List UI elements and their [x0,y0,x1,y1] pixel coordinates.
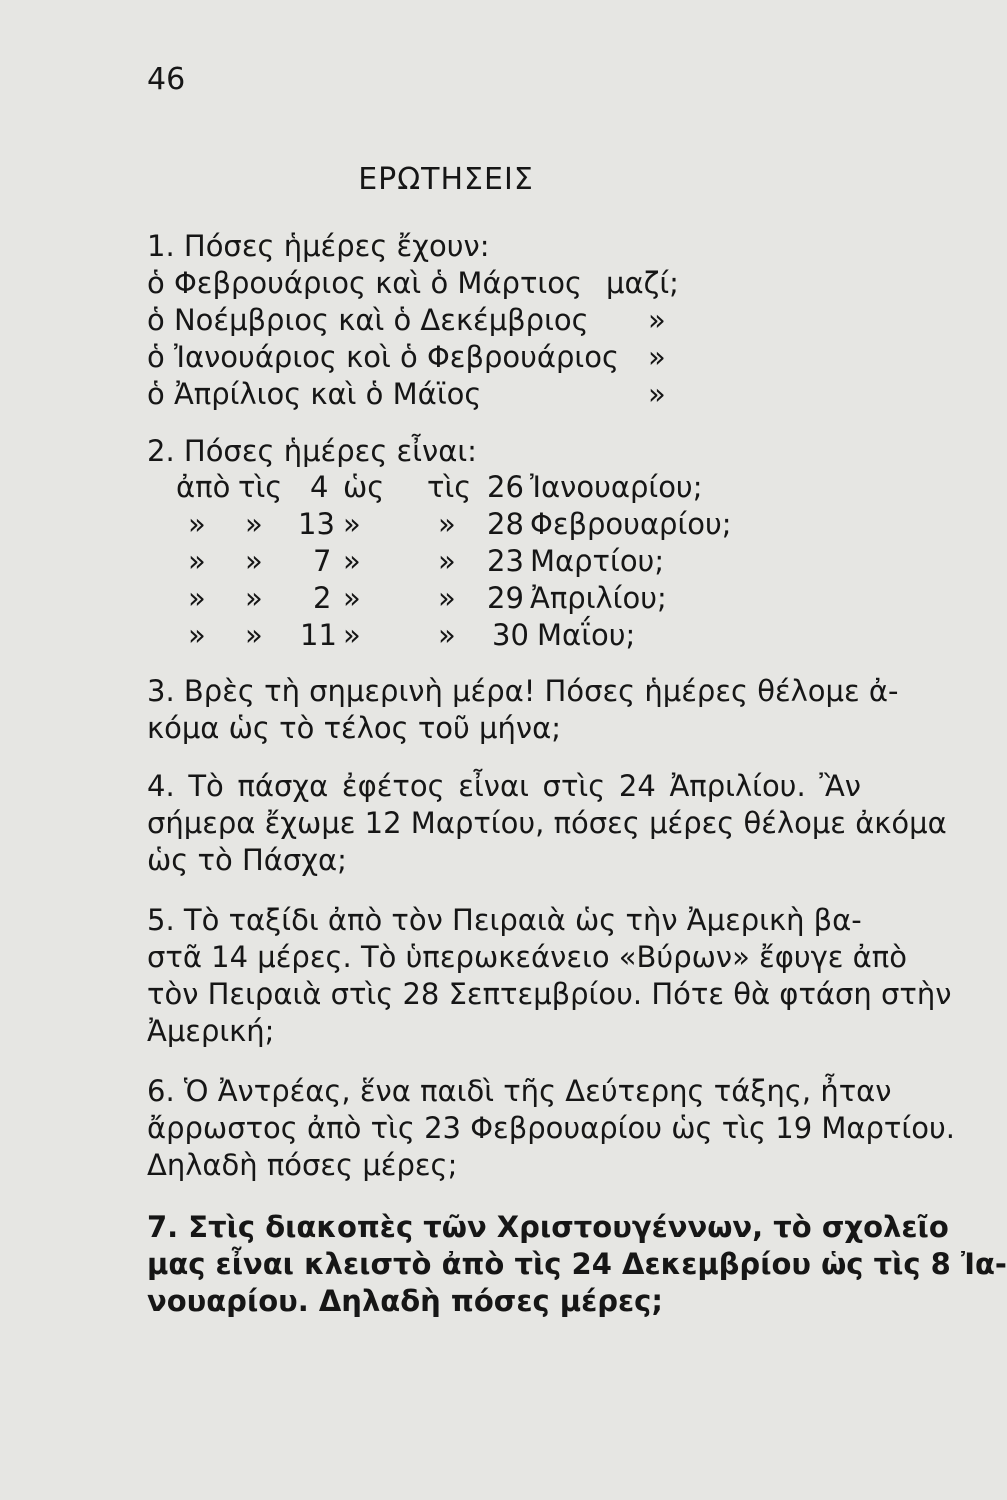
q1-row-text: ὁ Ἰανουάριος κοὶ ὁ Φεβρουάριος [147,340,620,374]
q6-line: ἄρρωστος ἀπὸ τὶς 23 Φεβρουαρίου ὡς τὶς 19 Μαρτίου. [147,1111,955,1145]
q2-day-from: 7 [313,544,332,578]
q2-cell: τὶς [238,470,283,504]
q1-intro: 1. Πόσες ἡμέρες ἔχουν: [147,229,490,263]
q2-cell: » [245,581,263,615]
q2-cell: » [438,618,456,652]
q5-line: τὸν Πειραιὰ στὶς 28 Σεπτεμβρίου. Πότε θὰ φτάση στὴν [147,977,952,1011]
q1-row-mark: » [648,303,666,337]
q2-day-from: 4 [310,470,329,504]
q2-cell: » [188,581,206,615]
q2-cell: » [343,618,361,652]
q1-row-mark: » [648,340,666,374]
q2-cell: ἀπὸ [176,470,231,504]
q2-cell: » [438,544,456,578]
page-heading: ΕΡΩΤΗΣΕΙΣ [358,162,534,197]
q2-cell: » [188,544,206,578]
q2-cell: » [188,618,206,652]
q2-cell: » [343,507,361,541]
q2-cell: ὡς [343,470,385,504]
q2-month: Μαρτίου; [530,544,665,578]
q2-cell: » [245,618,263,652]
q2-day-to: 28 [487,507,524,541]
q2-day-from: 2 [313,581,332,615]
q7-line: νουαρίου. Δηλαδὴ πόσες μέρες; [147,1284,663,1318]
q4-line: σήμερα ἔχωμε 12 Μαρτίου, πόσες μέρες θέλομε ἀκόμα [147,806,947,840]
q2-cell: » [343,544,361,578]
q6-line: Δηλαδὴ πόσες μέρες; [147,1148,458,1182]
q5-line: 5. Τὸ ταξίδι ἀπὸ τὸν Πειραιὰ ὡς τὴν Ἀμερικὴ βα- [147,903,862,937]
q2-day-to: 26 [487,470,524,504]
q1-row-text: ὁ Ἀπρίλιος καὶ ὁ Μάϊος [147,377,482,411]
q2-day-to: 29 [487,581,524,615]
q3-line: 3. Βρὲς τὴ σημερινὴ μέρα! Πόσες ἡμέρες θέλομε ἀ- [147,674,899,708]
q1-row-text: ὁ Φεβρουάριος καὶ ὁ Μάρτιος [147,266,582,300]
q2-day-from: 13 [298,507,335,541]
q2-month: Ἰανουαρίου; [530,470,703,504]
q1-row-mark: μαζί; [606,266,679,300]
q2-cell: » [343,581,361,615]
q2-cell: » [188,507,206,541]
q1-row-text: ὁ Νοέμβριος καὶ ὁ Δεκέμβριος [147,303,589,337]
q2-month: Φεβρουαρίου; [530,507,732,541]
q2-day-from: 11 [300,618,337,652]
page-number: 46 [147,62,186,97]
q3-line: κόμα ὡς τὸ τέλος τοῦ μήνα; [147,711,561,745]
q2-cell: » [245,507,263,541]
q2-month: Μαΐου; [537,618,636,652]
q2-cell: » [438,581,456,615]
q2-intro: 2. Πόσες ἡμέρες εἶναι: [147,434,477,468]
q2-cell: » [245,544,263,578]
q5-line: Ἀμερική; [147,1014,275,1048]
q2-day-to: 30 [492,618,529,652]
q2-month: Ἀπριλίου; [530,581,667,615]
q2-cell: » [438,507,456,541]
q4-line: 4. Τὸ πάσχα ἐφέτος εἶναι στὶς 24 Ἀπριλίου. Ἂν [147,769,861,803]
q2-cell: τὶς [427,470,472,504]
q6-line: 6. Ὁ Ἀντρέας, ἕνα παιδὶ τῆς Δεύτερης τάξης, ἦταν [147,1074,892,1108]
q2-day-to: 23 [487,544,524,578]
q5-line: στᾶ 14 μέρες. Τὸ ὑπερωκεάνειο «Βύρων» ἔφυγε ἀπὸ [147,940,908,974]
q7-line: μας εἶναι κλειστὸ ἀπὸ τὶς 24 Δεκεμβρίου ὡς τὶς 8 Ἰα- [147,1247,1007,1281]
q1-row-mark: » [648,377,666,411]
q7-line: 7. Στὶς διακοπὲς τῶν Χριστουγέννων, τὸ σχολεῖο [147,1210,949,1244]
q4-line: ὡς τὸ Πάσχα; [147,843,347,877]
